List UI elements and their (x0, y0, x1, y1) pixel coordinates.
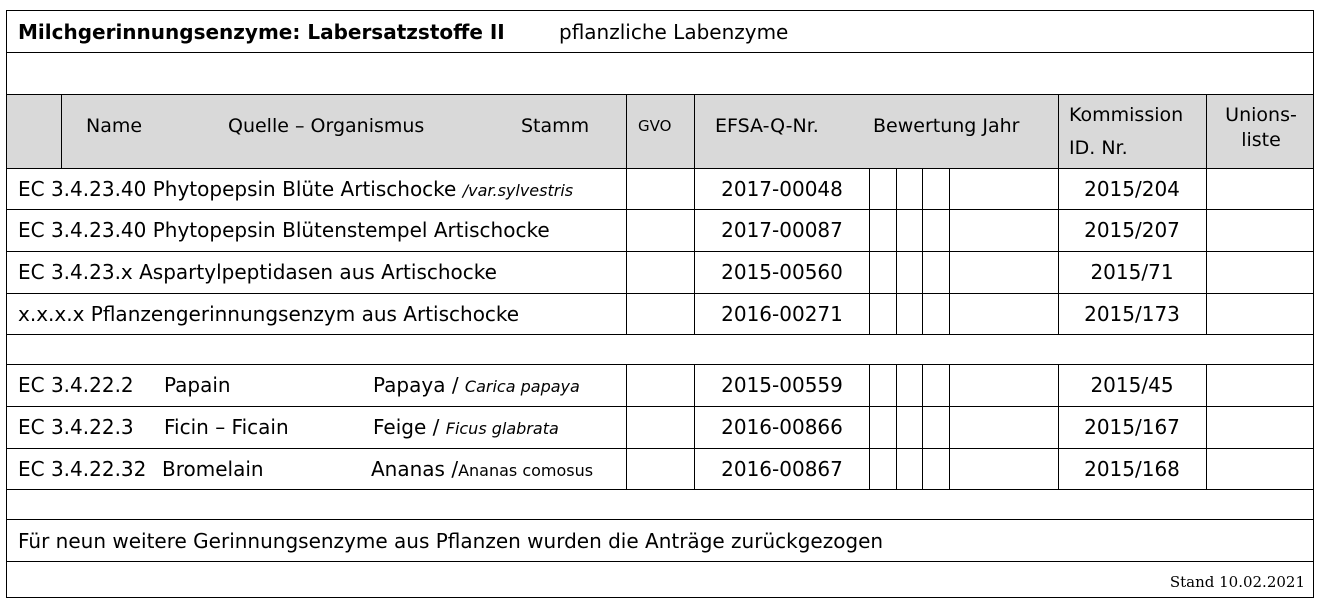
divider (6, 168, 1314, 169)
divider (626, 94, 627, 334)
table-cell-source: Feige / Ficus glabrata (373, 415, 559, 439)
table-cell-commission: 2015/167 (1084, 415, 1180, 439)
table-cell-ec: EC 3.4.22.2 (18, 373, 134, 397)
table-cell-name: Bromelain (162, 457, 264, 481)
header-source: Quelle – Organismus (228, 115, 425, 137)
header-union-line1: Unions- (1225, 104, 1297, 126)
divider (1058, 94, 1059, 334)
header-rating-year: Bewertung Jahr (873, 115, 1020, 137)
divider (6, 489, 1314, 490)
divider (6, 406, 1314, 407)
divider (922, 168, 923, 334)
table-cell-efsa: 2017-00087 (721, 218, 843, 242)
divider (949, 168, 950, 334)
page-title: Milchgerinnungsenzyme: Labersatzstoffe II (18, 20, 505, 44)
table-row-description: EC 3.4.23.x Aspartylpeptidasen aus Artischocke (18, 260, 497, 284)
table-cell-efsa: 2016-00271 (721, 302, 843, 326)
table-cell-ec: EC 3.4.22.3 (18, 415, 134, 439)
divider (6, 52, 1314, 53)
footer-note: Für neun weitere Gerinnungsenzyme aus Pflanzen wurden die Anträge zurückgezogen (18, 529, 884, 553)
table-cell-efsa: 2015-00559 (721, 373, 843, 397)
header-efsa: EFSA-Q-Nr. (715, 115, 819, 137)
table-cell-ec: EC 3.4.22.32 (18, 457, 147, 481)
divider (896, 364, 897, 489)
table-cell-name: Ficin – Ficain (164, 415, 289, 439)
header-name: Name (86, 115, 143, 137)
header-strain: Stamm (521, 115, 590, 137)
date-stamp: Stand 10.02.2021 (1169, 573, 1305, 591)
table-cell-efsa: 2017-00048 (721, 177, 843, 201)
table-cell-commission: 2015/71 (1090, 260, 1174, 284)
divider (6, 209, 1314, 210)
table-cell-efsa: 2016-00866 (721, 415, 843, 439)
table-cell-commission: 2015/173 (1084, 302, 1180, 326)
header-commission-line1: Kommission (1069, 104, 1184, 126)
divider (6, 334, 1314, 335)
divider (61, 94, 62, 168)
divider (6, 448, 1314, 449)
divider (1206, 94, 1207, 334)
table-cell-commission: 2015/207 (1084, 218, 1180, 242)
divider (6, 251, 1314, 252)
divider (6, 293, 1314, 294)
divider (6, 364, 1314, 365)
divider (896, 168, 897, 334)
header-gvo: GVO (638, 117, 672, 135)
table-row-description: x.x.x.x Pflanzengerinnungsenzym aus Artischocke (18, 302, 520, 326)
divider (6, 94, 1314, 95)
divider (6, 561, 1314, 562)
table-cell-commission: 2015/168 (1084, 457, 1180, 481)
divider (949, 364, 950, 489)
table-cell-source: Papaya / Carica papaya (373, 373, 580, 397)
table-cell-commission: 2015/204 (1084, 177, 1180, 201)
table-cell-efsa: 2015-00560 (721, 260, 843, 284)
header-union-line2: liste (1241, 129, 1281, 151)
table-cell-name: Papain (164, 373, 231, 397)
divider (922, 364, 923, 489)
divider (694, 94, 695, 334)
table-row-description: EC 3.4.23.40 Phytopepsin Blütenstempel Artischocke (18, 218, 550, 242)
page-subtitle: pflanzliche Labenzyme (559, 20, 789, 44)
table-cell-source: Ananas /Ananas comosus (371, 457, 594, 481)
header-commission-line2: ID. Nr. (1069, 137, 1128, 159)
table-row-description: EC 3.4.23.40 Phytopepsin Blüte Artischocke /var.sylvestris (18, 177, 574, 201)
divider (626, 364, 627, 489)
divider (6, 519, 1314, 520)
table-cell-efsa: 2016-00867 (721, 457, 843, 481)
table-cell-commission: 2015/45 (1090, 373, 1174, 397)
divider (1206, 364, 1207, 489)
